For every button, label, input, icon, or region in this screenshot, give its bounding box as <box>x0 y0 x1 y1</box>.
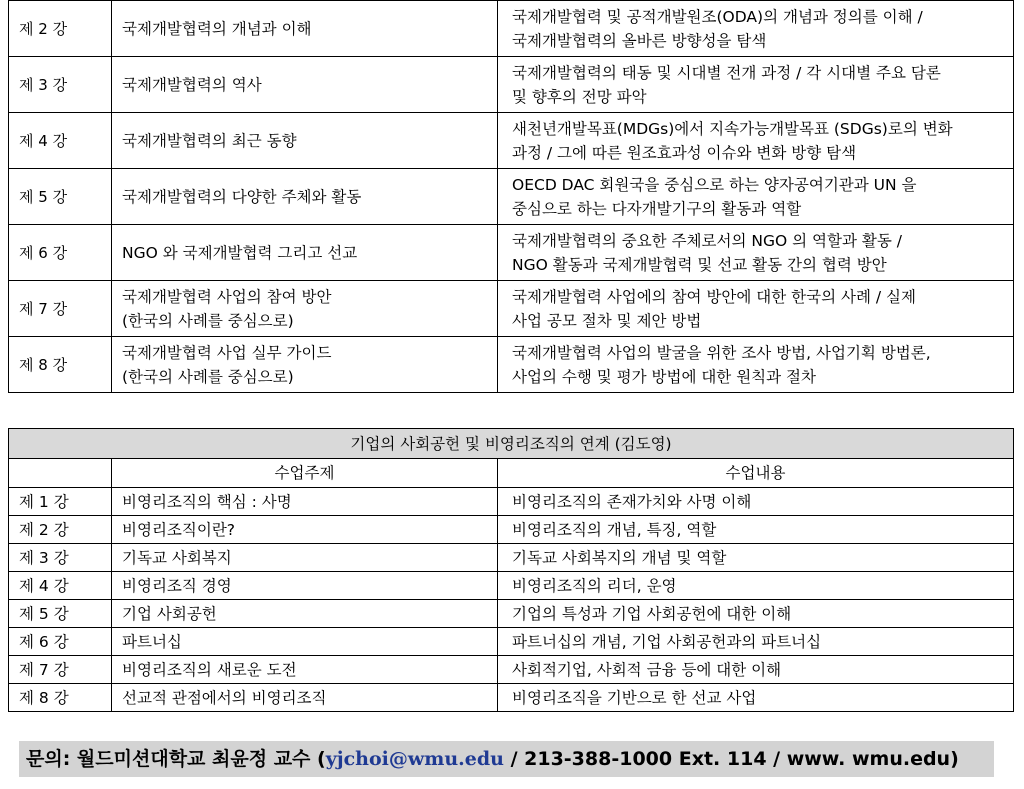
lecture-content <box>498 113 1014 169</box>
topic-line: 국제개발협력의 역사 <box>122 75 262 94</box>
lecture-number: 제 3 강 <box>9 544 112 572</box>
table-row <box>9 57 1014 113</box>
table-row <box>9 281 1014 337</box>
table-title: 기업의 사회공헌 및 비영리조직의 연계 (김도영) <box>9 429 1014 459</box>
lecture-topic <box>112 337 498 393</box>
lecture-content <box>498 225 1014 281</box>
curriculum-table-nonprofit <box>8 428 1014 712</box>
lecture-topic <box>112 169 498 225</box>
table-row <box>9 628 1014 656</box>
column-header-topic: 수업주제 <box>112 459 498 488</box>
lecture-number: 제 5 강 <box>9 169 112 225</box>
table-row <box>9 544 1014 572</box>
lecture-content: 비영리조직의 리더, 운영 <box>498 572 1014 600</box>
content-line: 국제개발협력 사업의 발굴을 위한 조사 방법, 사업기획 방법론, <box>512 343 931 362</box>
table-row <box>9 516 1014 544</box>
lecture-number: 제 6 강 <box>9 628 112 656</box>
content-line: 국제개발협력의 중요한 주체로서의 NGO 의 역할과 활동 / <box>512 231 902 250</box>
contact-prefix: 문의: 월드미션대학교 최윤정 교수 ( <box>26 748 326 770</box>
curriculum-table-international-development <box>8 0 1014 393</box>
topic-line: NGO 와 국제개발협력 그리고 선교 <box>122 243 358 262</box>
lecture-number: 제 4 강 <box>9 113 112 169</box>
lecture-topic: 선교적 관점에서의 비영리조직 <box>112 684 498 712</box>
table-row <box>9 600 1014 628</box>
table-row <box>9 113 1014 169</box>
content-line: 사업의 수행 및 평가 방법에 대한 원칙과 절차 <box>512 367 817 386</box>
lecture-topic <box>112 225 498 281</box>
lecture-content: 비영리조직의 존재가치와 사명 이해 <box>498 488 1014 516</box>
table-row <box>9 684 1014 712</box>
lecture-content: 비영리조직을 기반으로 한 선교 사업 <box>498 684 1014 712</box>
content-line: 사업 공모 절차 및 제안 방법 <box>512 311 702 330</box>
lecture-content: 기독교 사회복지의 개념 및 역할 <box>498 544 1014 572</box>
content-line: 국제개발협력의 올바른 방향성을 탐색 <box>512 31 767 50</box>
table-row <box>9 225 1014 281</box>
content-line: 국제개발협력의 태동 및 시대별 전개 과정 / 각 시대별 주요 담론 <box>512 63 941 82</box>
table-row <box>9 656 1014 684</box>
lecture-topic <box>112 1 498 57</box>
lecture-number: 제 8 강 <box>9 337 112 393</box>
topic-line: 국제개발협력의 최근 동향 <box>122 131 297 150</box>
lecture-topic: 비영리조직의 핵심 : 사명 <box>112 488 498 516</box>
lecture-number: 제 1 강 <box>9 488 112 516</box>
table-row <box>9 572 1014 600</box>
contact-email[interactable]: yjchoi@wmu.edu <box>325 748 504 770</box>
lecture-number: 제 5 강 <box>9 600 112 628</box>
contact-info <box>19 741 994 777</box>
lecture-content <box>498 281 1014 337</box>
topic-line: 국제개발협력의 개념과 이해 <box>122 19 312 38</box>
lecture-number: 제 7 강 <box>9 281 112 337</box>
table-row <box>9 488 1014 516</box>
content-line: NGO 활동과 국제개발협력 및 선교 활동 간의 협력 방안 <box>512 255 887 274</box>
lecture-number: 제 7 강 <box>9 656 112 684</box>
lecture-number: 제 2 강 <box>9 1 112 57</box>
lecture-topic: 기독교 사회복지 <box>112 544 498 572</box>
lecture-content: 사회적기업, 사회적 금융 등에 대한 이해 <box>498 656 1014 684</box>
table-row <box>9 169 1014 225</box>
content-line: 국제개발협력 및 공적개발원조(ODA)의 개념과 정의를 이해 / <box>512 7 923 26</box>
content-line: 및 향후의 전망 파악 <box>512 87 647 106</box>
lecture-topic: 비영리조직이란? <box>112 516 498 544</box>
topic-line: 국제개발협력 사업 실무 가이드 <box>122 343 332 362</box>
lecture-number: 제 8 강 <box>9 684 112 712</box>
lecture-content <box>498 169 1014 225</box>
contact-suffix: / 213-388-1000 Ext. 114 / www. wmu.edu) <box>503 748 959 770</box>
column-header-content: 수업내용 <box>498 459 1014 488</box>
lecture-content: 파트너십의 개념, 기업 사회공헌과의 파트너십 <box>498 628 1014 656</box>
lecture-content <box>498 1 1014 57</box>
lecture-content: 기업의 특성과 기업 사회공헌에 대한 이해 <box>498 600 1014 628</box>
lecture-topic <box>112 57 498 113</box>
topic-line: (한국의 사례를 중심으로) <box>122 367 294 386</box>
lecture-number: 제 3 강 <box>9 57 112 113</box>
lecture-topic: 비영리조직의 새로운 도전 <box>112 656 498 684</box>
content-line: 과정 / 그에 따른 원조효과성 이슈와 변화 방향 탐색 <box>512 143 857 162</box>
topic-line: (한국의 사례를 중심으로) <box>122 311 294 330</box>
lecture-content <box>498 337 1014 393</box>
content-line: OECD DAC 회원국을 중심으로 하는 양자공여기관과 UN 을 <box>512 175 917 194</box>
topic-line: 국제개발협력의 다양한 주체와 활동 <box>122 187 362 206</box>
table-row <box>9 1 1014 57</box>
lecture-topic: 기업 사회공헌 <box>112 600 498 628</box>
lecture-content: 비영리조직의 개념, 특징, 역할 <box>498 516 1014 544</box>
table-row <box>9 337 1014 393</box>
lecture-number: 제 2 강 <box>9 516 112 544</box>
lecture-topic: 비영리조직 경영 <box>112 572 498 600</box>
lecture-topic <box>112 281 498 337</box>
lecture-topic <box>112 113 498 169</box>
content-line: 중심으로 하는 다자개발기구의 활동과 역할 <box>512 199 802 218</box>
lecture-topic: 파트너십 <box>112 628 498 656</box>
content-line: 국제개발협력 사업에의 참여 방안에 대한 한국의 사례 / 실제 <box>512 287 916 306</box>
lecture-number: 제 4 강 <box>9 572 112 600</box>
lecture-number: 제 6 강 <box>9 225 112 281</box>
topic-line: 국제개발협력 사업의 참여 방안 <box>122 287 332 306</box>
column-header-lecture <box>9 459 112 488</box>
content-line: 새천년개발목표(MDGs)에서 지속가능개발목표 (SDGs)로의 변화 <box>512 119 953 138</box>
lecture-content <box>498 57 1014 113</box>
